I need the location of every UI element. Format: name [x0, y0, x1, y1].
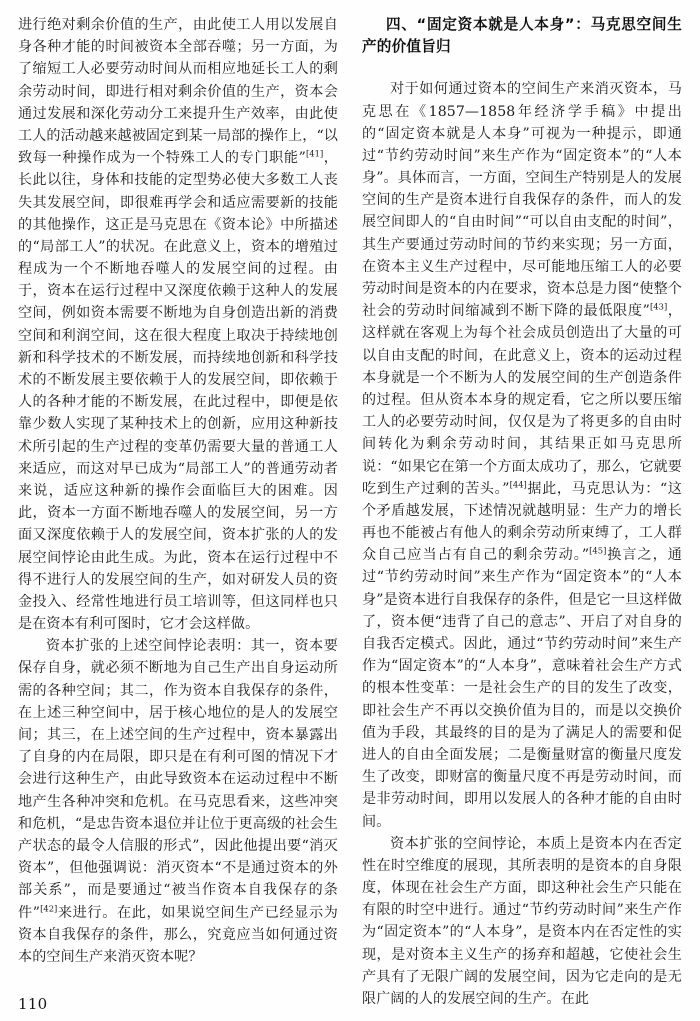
right-paragraph-2	[362, 833, 682, 1011]
left-column	[18, 14, 338, 968]
footnote-marker-42: [42]	[40, 902, 58, 913]
footnote-marker-44: [44]	[509, 479, 527, 490]
right-p1-text-c: 据此，马克思认为：“这个矛盾越发展，下述情况就越明显：生产力的增长再也不能被占有他人的剩余劳动所束缚了，工人群众自己应当占有自己的剩余劳动。”	[362, 480, 682, 564]
section-heading: 四、“固定资本就是人本身”：马克思空间生产的价值旨归	[362, 16, 682, 56]
footnote-number-42: 42	[43, 902, 55, 913]
right-p1-text-a: 对于如何通过资本的空间生产来消灭资本，马克思在《1857—1858年经济学手稿》中提出的“固定资本就是人本身”可视为一种提示，即通过“节约劳动时间”来生产作为“固定资本”的“人本身”。具体而言，一方面，空间生产特别是人的发展空间的生产是资本进行自我保存的条件，而人的发展空间即人的“自由时间”“可以自由支配的时间”，其生产要通过劳动时间的节约来实现；另一方面，在资本主义生产过程中，尽可能地压缩工人的必要劳动时间是资本的内在要求，资本总是力图“使整个社会的劳动时间缩减到不断下降的最低限度”	[362, 81, 682, 320]
left-p2-text-b: 来进行。在此，如果说空间生产已经显示为资本自我保存的条件，那么，究竟应当如何通过资本的空间生产来消灭资本呢？	[18, 904, 338, 965]
footnote-marker-45: [45]	[589, 545, 607, 556]
footnote-number-45: 45	[592, 545, 604, 556]
left-p1-text-b: ，长此以往，身体和技能的定型势必使大多数工人丧失其发展空间，即很难再学会和适应需要新的技能的其他操作，这正是马克思在《资本论》中所描述的“局部工人”的状况。在此意义上，资本的增殖过程成为一个不断地吞噬人的发展空间的过程。由于，资本在运行过程中又深度依赖于这种人的发展空间，例如资本需要不断地为自身创造出新的消费空间和利润空间，这在很大程度上取决于持续地创新和科学技术的不断发展，而持续地创新和科学技术的不断发展主要依赖于人的发展空间，即依赖于人的各种才能的不断发展，在此过程中，即便是依靠少数人实现了某种技术上的创新，应用这种新技术所引起的生产过程的变革仍需要大量的普通工人来适应，而这对早已成为“局部工人”的普通劳动者来说，适应这种新的操作会面临巨大的困难。因此，资本一方面不断地吞噬人的发展空间，另一方面又深度依赖于人的发展空间，资本扩张的人的发展空间悖论由此生成。为此，资本在运行过程中不得不进行人的发展空间的生产，如对研发人员的资金投入、经常性地进行员工培训等，但这同样也只是在资本有利可图时，它才会这样做。	[18, 150, 338, 633]
left-paragraph-1	[18, 14, 338, 635]
right-p2-text: 资本扩张的空间悖论，本质上是资本内在否定性在时空维度的展现，其所表明的是资本的自身限度，体现在社会生产方面，即这种社会生产只能在有限的时空中进行。通过“节约劳动时间”来生产作为“固定资本”的“人本身”，是资本内在否定性的实现，是对资本主义生产的扬弃和超越，它使社会生产具有了无限广阔的发展空间，因为它走向的是无限广阔的人的发展空间的生产。在此	[362, 835, 682, 1008]
left-paragraph-2	[18, 635, 338, 968]
footnote-number-44: 44	[512, 479, 524, 490]
left-p2-text-a: 资本扩张的上述空间悖论表明：其一，资本要保存自身，就必须不断地为自己生产出自身运动所需的各种空间；其二，作为资本自我保存的条件，在上述三种空间中，居于核心地位的是人的发展空间；其三，在上述空间的生产过程中，资本暴露出了自身的内在局限，即只是在有利可图的情况下才会进行这种生产，由此导致资本在运动过程中不断地产生各种冲突和危机。在马克思看来，这些冲突和危机，“是忠告资本退位并让位于更高级的社会生产状态的最令人信服的形式”，因此他提出要“消灭资本”，但他强调说：消灭资本“不是通过资本的外部关系”，而是要通过“被当作资本自我保存的条件”	[18, 638, 338, 921]
footnote-number-41: 41	[309, 148, 320, 159]
right-paragraph-1	[362, 78, 682, 832]
right-column	[362, 14, 682, 1010]
right-p1-text-b: ，这样就在客观上为每个社会成员创造出了大量的可以自由支配的时间，在此意义上，资本的运动过程本身就是一个不断为人的发展空间的生产创造条件的过程。但从资本本身的规定看，它之所以要压缩工人的必要劳动时间，仅仅是为了将更多的自由时间转化为剩余劳动时间，其结果正如马克思所说：“如果它在第一个方面太成功了，那么，它就要吃到生产过剩的苦头。”	[362, 303, 682, 497]
footnote-marker-43: [43]	[649, 301, 668, 312]
footnote-marker-41: [41]	[305, 148, 324, 159]
left-p1-text-a: 进行绝对剩余价值的生产，由此使工人用以发展自身各种才能的时间被资本全部吞噬；另一方面，为了缩短工人必要劳动时间从而相应地延长工人的剩余劳动时间，即进行相对剩余价值的生产，资本会通过发展和深化劳动分工来提升生产效率，由此使工人的活动越来越被固定到某一局部的操作上，“以致每一种操作成为一个特殊工人的专门职能”	[18, 17, 338, 167]
page-number: 110	[18, 995, 48, 1013]
right-p1-text-d: 换言之，通过“节约劳动时间”来生产作为“固定资本”的“人本身”是资本进行自我保存的条件，但是它一旦这样做了，资本便“违背了自己的意志”、开启了对自身的自我否定模式。因此，通过“节约劳动时间”来生产作为“固定资本”的“人本身”，意味着社会生产方式的根本性变革：一是社会生产的目的发生了改变，即社会生产不再以交换价值为目的，而是以交换价值为手段，其最终的目的是为了满足人的需要和促进人的自由全面发展；二是衡量财富的衡量尺度发生了改变，即财富的衡量尺度不再是劳动时间，而是非劳动时间，即用以发展人的各种才能的自由时间。	[362, 547, 682, 830]
footnote-number-43: 43	[653, 301, 664, 312]
